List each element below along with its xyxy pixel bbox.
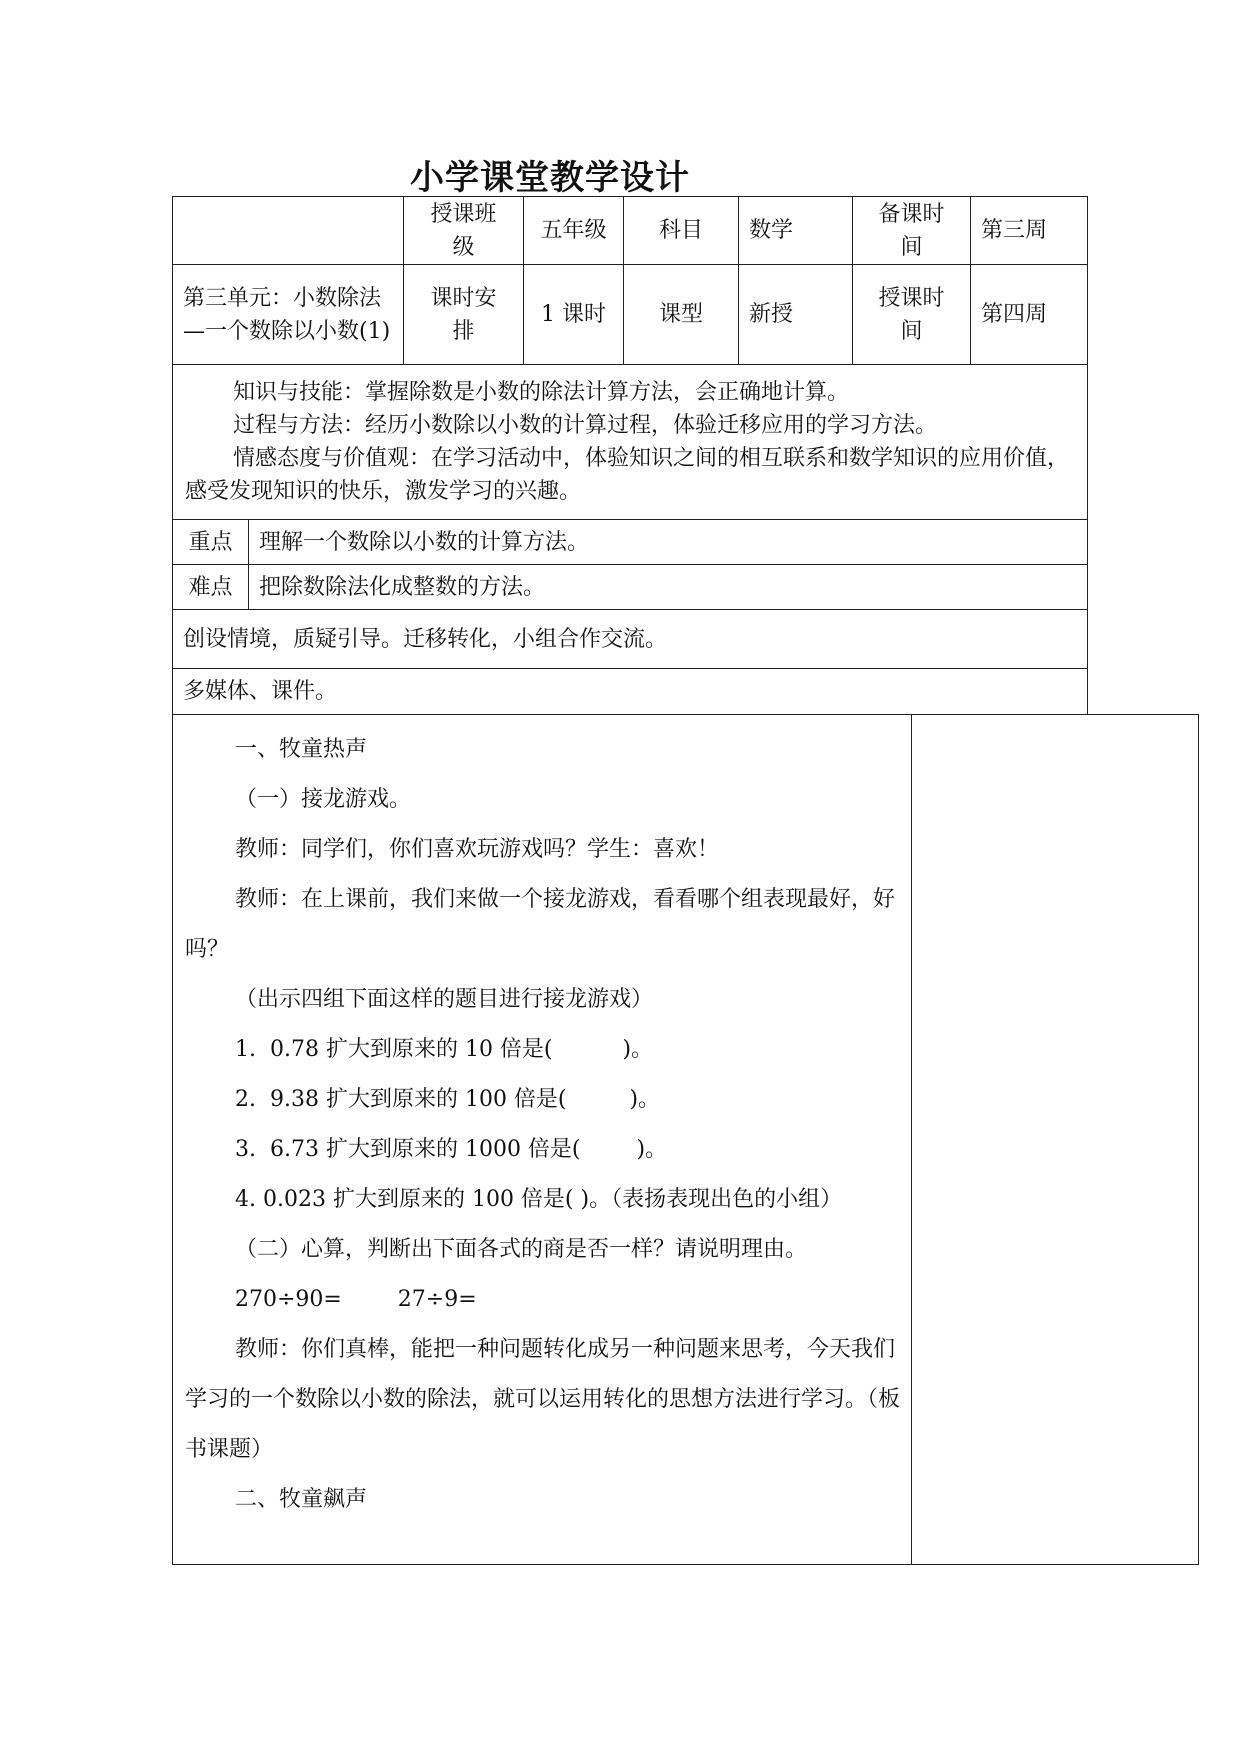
class-label: 授课班级 [404,197,524,265]
exercise-1: 1. 0.78 扩大到原来的 10 倍是( )。 [235,1037,654,1062]
class-value: 五年级 [524,197,624,265]
blank-cell [173,197,404,265]
mental-math: 270÷90= 27÷9= [235,1287,477,1312]
teach-time-value: 第四周 [971,265,1088,365]
hours-value: 1 课时 [524,265,624,365]
subject-label: 科目 [624,197,739,265]
teaching-goals [173,365,1088,520]
prep-time-label: 备课时间 [853,197,971,265]
subject-value: 数学 [739,197,853,265]
key-point-text: 理解一个数除以小数的计算方法。 [249,520,1088,565]
teaching-media: 多媒体、课件。 [173,669,1088,715]
prep-time-value: 第三周 [971,197,1088,265]
goal-process: 过程与方法：经历小数除以小数的计算过程，体验迁移应用的学习方法。 [233,413,938,438]
exercise-2: 2. 9.38 扩大到原来的 100 倍是( )。 [235,1087,661,1112]
exercise-4: 4. 0.023 扩大到原来的 100 倍是( )。（表扬表现出色的小组） [235,1187,843,1212]
lesson-process-table [172,714,1199,1565]
difficulty-text: 把除数除法化成整数的方法。 [249,565,1088,610]
lesson-header-table [172,196,1088,365]
process-step-5: （出示四组下面这样的题目进行接龙游戏） [235,987,654,1012]
exercise-3: 3. 6.73 扩大到原来的 1000 倍是( )。 [235,1137,668,1162]
process-step-7: 教师：你们真棒，能把一种问题转化成另一种问题来思考，今天我们学习的一个数除以小数的除法，就可以运用转化的思想方法进行学习。（板书课题） [185,1337,901,1462]
process-step-2: （一）接龙游戏。 [235,787,412,812]
notes-column [912,715,1199,1565]
process-step-3: 教师：同学们，你们喜欢玩游戏吗？学生：喜欢！ [235,837,720,862]
process-step-6: （二）心算，判断出下面各式的商是否一样？请说明理由。 [235,1237,808,1262]
difficulty-label: 难点 [173,565,249,610]
process-step-4: 教师：在上课前，我们来做一个接龙游戏，看看哪个组表现最好，好吗？ [185,887,896,962]
type-label: 课型 [624,265,739,365]
teaching-process [173,715,912,1565]
goal-knowledge: 知识与技能：掌握除数是小数的除法计算方法，会正确地计算。 [233,380,850,405]
lesson-goals-table [172,364,1088,715]
type-value: 新授 [739,265,853,365]
process-step-1: 一、牧童热声 [235,737,368,762]
page-title: 小学课堂教学设计 [410,158,690,198]
hours-label: 课时安排 [404,265,524,365]
lesson-title: 第三单元：小数除法—一个数除以小数(1) [173,265,404,365]
teach-time-label: 授课时间 [853,265,971,365]
process-step-8: 二、牧童飙声 [235,1487,368,1512]
key-point-label: 重点 [173,520,249,565]
goal-attitude: 情感态度与价值观：在学习活动中，体验知识之间的相互联系和数学知识的应用价值，感受发现知识的快乐，激发学习的兴趣。 [185,446,1070,504]
teaching-method: 创设情境，质疑引导。迁移转化，小组合作交流。 [173,610,1088,669]
